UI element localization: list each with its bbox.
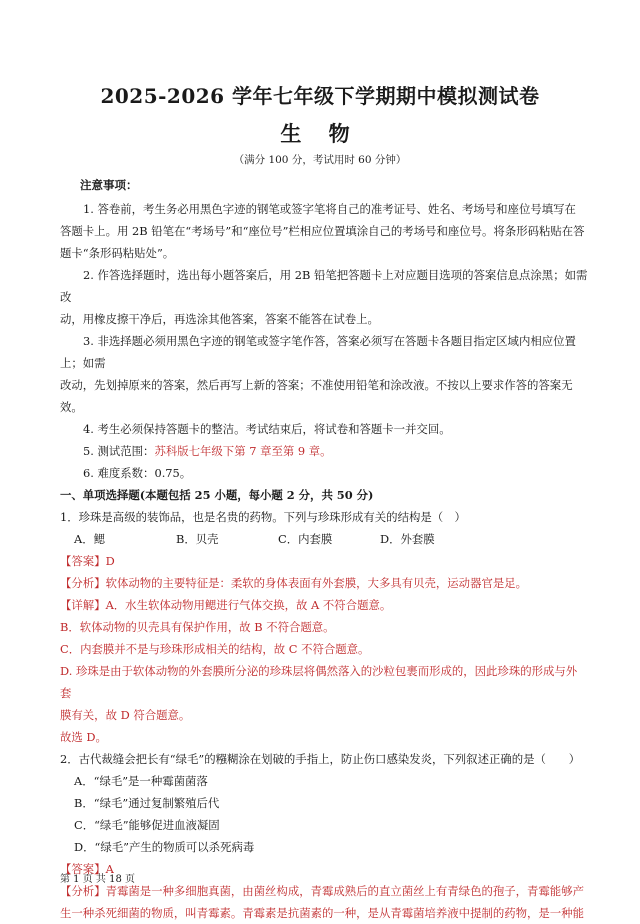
notice-item-1-line-1: 1. 答卷前，考生务必用黑色字迹的钢笔或签字笔将自己的准考证号、姓名、考场号和座位号填写在 (83, 202, 576, 216)
notice-item-6: 6. 难度系数：0.75。 (83, 466, 192, 480)
q1-detail-b: B．软体动物的贝壳具有保护作用，故 B 不符合题意。 (60, 620, 335, 634)
exam-title: 2025-2026 学年七年级下学期期中模拟测试卷 (100, 84, 540, 108)
q2-stem: 2．古代裁缝会把长有“绿毛”的糨糊涂在划破的手指上，防止伤口感染发炎，下列叙述正确的是（ ） (60, 752, 581, 766)
notice-heading: 注意事项： (80, 178, 138, 192)
notice-item-1-line-2: 答题卡上。用 2B 铅笔在“考场号”和“座位号”栏相应位置填涂自己的考场号和座位号。将条形码粘贴在答 (60, 224, 585, 238)
notice-item-5-range: 苏科版七年级下第 7 章至第 9 章。 (154, 444, 332, 458)
notice-item-2-line-2: 动，用橡皮擦干净后，再选涂其他答案，答案不能答在试卷上。 (60, 312, 379, 326)
notice-item-3-line-1: 3. 非选择题必须用黑色字迹的钢笔或签字笔作答，答案必须写在答题卡各题目指定区域内相应位置上；如需 (60, 334, 576, 370)
q2-option-c: C．“绿毛”能够促进血液凝固 (74, 818, 220, 832)
q1-option-a: A．鳃 (74, 532, 106, 546)
q1-stem: 1．珍珠是高级的装饰品，也是名贵的药物。下列与珍珠形成有关的结构是（ ） (60, 510, 466, 524)
q1-answer: 【答案】D (60, 554, 115, 568)
q1-option-d: D．外套膜 (380, 532, 435, 546)
exam-subject: 生 物 (280, 121, 360, 146)
exam-body (60, 198, 588, 924)
q1-detail-d-line-2: 膜有关，故 D 符合题意。 (60, 708, 191, 722)
q2-answer: 【答案】A (60, 862, 114, 876)
notice-item-2-line-1: 2. 作答选择题时，选出每小题答案后，用 2B 铅笔把答题卡上对应题目选项的答案信息点涂黑；如需改 (60, 268, 588, 304)
q1-option-c: C．内套膜 (278, 532, 333, 546)
page-footer: 第 1 页 共 18 页 (60, 874, 135, 885)
q1-conclusion: 故选 D。 (60, 730, 107, 744)
q2-analysis-line-1: 【分析】青霉菌是一种多细胞真菌，由菌丝构成，青霉成熟后的直立菌丝上有青绿色的孢子，青霉能够产 (60, 884, 584, 898)
section-1-heading: 一、单项选择题(本题包括 25 小题，每小题 2 分，共 50 分) (60, 488, 374, 502)
q1-analysis: 【分析】软体动物的主要特征是：柔软的身体表面有外套膜，大多具有贝壳，运动器官是足。 (60, 576, 528, 590)
q1-detail-c: C．内套膜并不是与珍珠形成相关的结构，故 C 不符合题意。 (60, 642, 370, 656)
notice-item-5-label: 5. 测试范围： (83, 444, 155, 458)
exam-info: （满分 100 分，考试用时 60 分钟） (233, 154, 407, 166)
notice-item-5 (60, 440, 588, 462)
q1-options (60, 528, 588, 550)
notice-item-3-line-2: 改动，先划掉原来的答案，然后再写上新的答案；不准使用铅笔和涂改液。不按以上要求作答的答案无效。 (60, 378, 573, 414)
q1-detail-a: 【详解】A．水生软体动物用鳃进行气体交换，故 A 不符合题意。 (60, 598, 392, 612)
q2-option-d: D．“绿毛”产生的物质可以杀死病毒 (74, 840, 255, 854)
notice-item-4: 4. 考生必须保持答题卡的整洁。考试结束后，将试卷和答题卡一并交回。 (83, 422, 451, 436)
q2-analysis-line-2: 生一种杀死细菌的物质，叫青霉素。青霉素是抗菌素的一种，是从青霉菌培养液中提制的药物，是一种能 (60, 906, 584, 920)
q2-option-b: B．“绿毛”通过复制繁殖后代 (74, 796, 220, 810)
q1-detail-d-line-1: D. 珍珠是由于软体动物的外套膜所分泌的珍珠层将偶然落入的沙粒包裹而形成的，因此珍珠的形成与外套 (60, 664, 578, 700)
notice-item-1-line-3: 题卡“条形码粘贴处”。 (60, 246, 175, 260)
q2-option-a: A．“绿毛”是一种霉菌菌落 (74, 774, 208, 788)
q1-option-b: B．贝壳 (176, 532, 219, 546)
